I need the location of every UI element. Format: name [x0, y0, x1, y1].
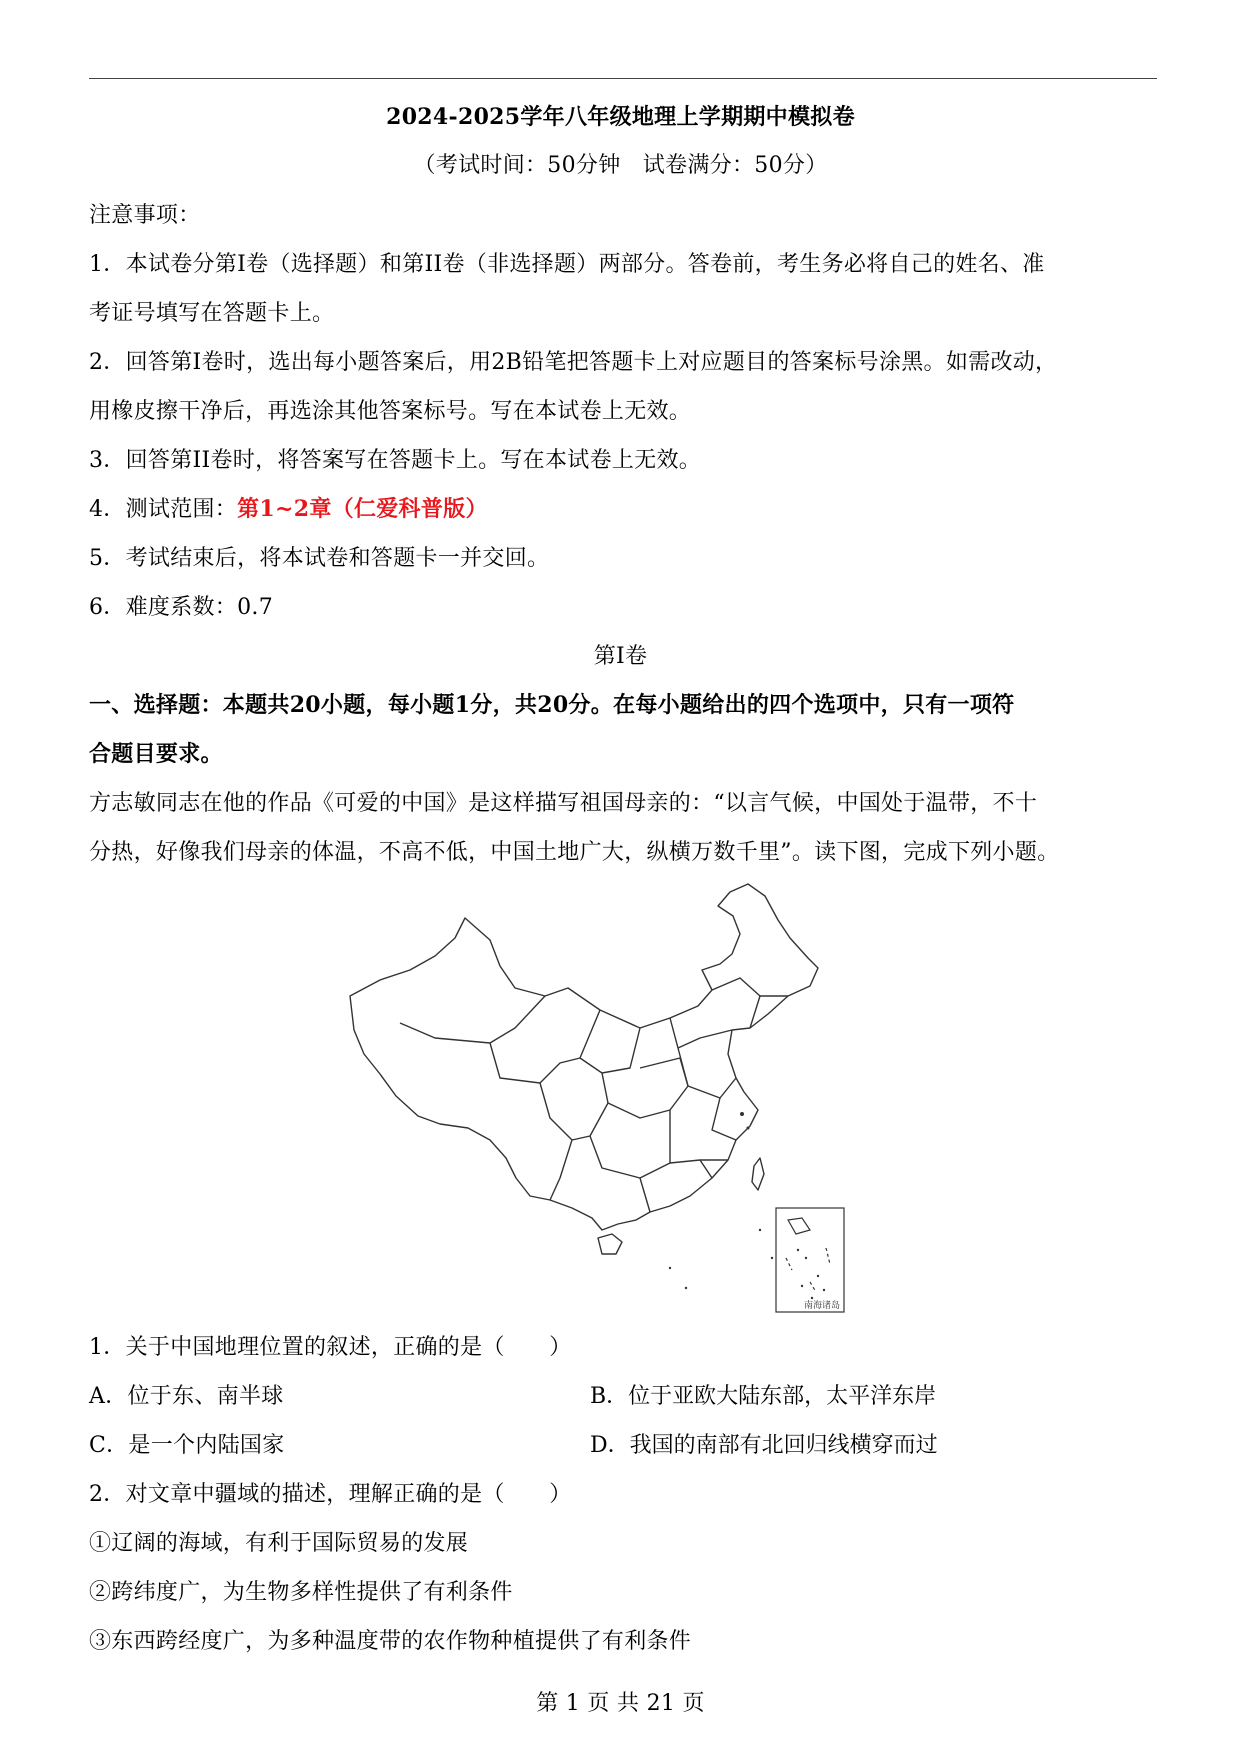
province-line — [572, 1136, 590, 1140]
province-line — [670, 1018, 688, 1086]
question-1-option-a: A．位于东、南半球 — [89, 1384, 284, 1409]
note-2-line-2: 用橡皮擦干净后，再选涂其他答案标号。写在本试卷上无效。 — [89, 399, 692, 424]
note-4-prefix: 4．测试范围： — [89, 497, 238, 522]
province-line — [400, 996, 545, 1043]
china-outline-map — [340, 878, 900, 1314]
province-line — [602, 1058, 688, 1118]
section-heading-line-2: 合题目要求。 — [89, 741, 223, 767]
note-3: 3．回答第II卷时，将答案写在答题卡上。写在本试卷上无效。 — [89, 448, 702, 473]
note-5: 5．考试结束后，将本试卷和答题卡一并交回。 — [89, 546, 550, 571]
province-line — [590, 1103, 670, 1178]
question-1-stem: 1．关于中国地理位置的叙述，正确的是（ ） — [89, 1335, 572, 1360]
page-footer: 第 1 页 共 21 页 — [536, 1691, 705, 1716]
exam-info: （考试时间：50分钟 试卷满分：50分） — [413, 153, 828, 178]
south-sea-inset — [776, 1208, 844, 1312]
note-6: 6．难度系数：0.7 — [89, 595, 273, 620]
volume-heading: 第I卷 — [593, 644, 648, 669]
province-line — [640, 1178, 650, 1212]
notes-heading: 注意事项： — [89, 203, 201, 228]
question-2-statement-1: ①辽阔的海域，有利于国际贸易的发展 — [89, 1531, 469, 1556]
question-1-option-b: B．位于亚欧大陆东部，太平洋东岸 — [590, 1384, 937, 1409]
question-2-statement-3: ③东西跨经度广，为多种温度带的农作物种植提供了有利条件 — [89, 1629, 692, 1654]
question-2-statement-2: ②跨纬度广，为生物多样性提供了有利条件 — [89, 1580, 513, 1605]
province-line — [688, 1078, 736, 1098]
note-4 — [89, 492, 488, 523]
question-2-stem: 2．对文章中疆域的描述，理解正确的是（ ） — [89, 1482, 572, 1507]
passage-line-2: 分热，好像我们母亲的体温，不高不低，中国土地广大，纵横万数千里”。读下图，完成下列小题。 — [89, 840, 1060, 865]
province-line — [490, 1010, 600, 1083]
page-title: 2024-2025学年八年级地理上学期期中模拟卷 — [386, 104, 855, 130]
note-2-line-1: 2．回答第I卷时，选出每小题答案后，用2B铅笔把答题卡上对应题目的答案标号涂黑。如需改动， — [89, 350, 1058, 375]
province-line — [540, 1083, 572, 1200]
hainan-island — [598, 1234, 622, 1254]
country-border — [350, 884, 818, 1230]
province-line — [712, 978, 760, 996]
header-rule — [89, 78, 1157, 79]
question-1-option-d: D．我国的南部有北回归线横穿而过 — [590, 1433, 938, 1458]
province-line — [678, 1030, 732, 1048]
note-4-scope: 第1~2章（仁爱科普版） — [237, 496, 488, 522]
passage-line-1: 方志敏同志在他的作品《可爱的中国》是这样描写祖国母亲的：“以言气候，中国处于温带，不十 — [89, 791, 1038, 816]
question-1-option-c: C．是一个内陆国家 — [89, 1433, 285, 1458]
province-line — [712, 1098, 736, 1140]
note-1-line-2: 考证号填写在答题卡上。 — [89, 301, 335, 326]
province-line — [670, 1160, 728, 1163]
inset-label: 南海诸岛 — [803, 1300, 841, 1310]
province-line — [700, 1160, 712, 1178]
taiwan-island — [752, 1158, 764, 1190]
note-1-line-1: 1．本试卷分第I卷（选择题）和第II卷（非选择题）两部分。答卷前，考生务必将自己的姓名、准 — [89, 252, 1045, 277]
section-heading-line-1: 一、选择题：本题共20小题，每小题1分，共20分。在每小题给出的四个选项中，只有一项符 — [89, 692, 1015, 718]
map-drawing — [340, 878, 900, 1314]
